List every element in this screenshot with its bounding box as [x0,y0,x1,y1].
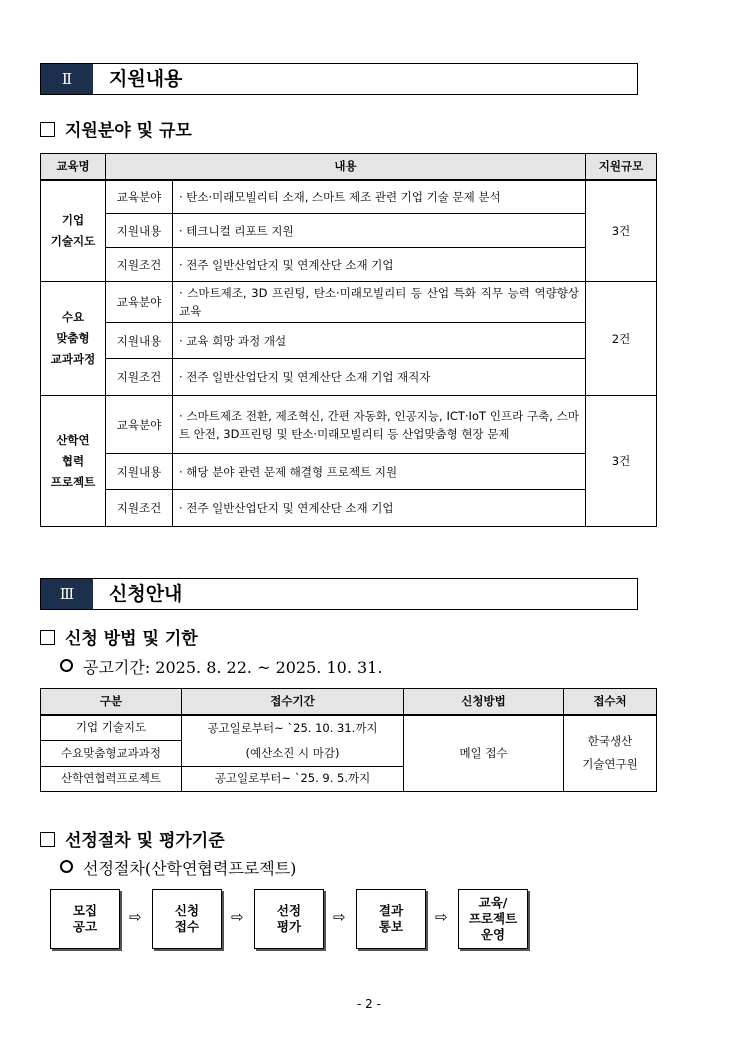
group-name: 기업 기술지도 [41,180,106,282]
section-banner-2 [40,63,638,95]
support-table [40,153,657,527]
group-name: 수요 맞춤형 교과과정 [41,282,106,396]
subheading-support-field: 지원분야 및 규모 [40,116,192,141]
row-content: · 전주 일반산업단지 및 연계산단 소재 기업 재직자 [173,359,586,396]
row-content: · 해당 분야 관련 문제 해결형 프로젝트 지원 [173,454,586,490]
row-label: 교육분야 [106,396,173,454]
group-scale: 3건 [586,180,657,282]
row-content: · 테크니컬 리포트 지원 [173,214,586,248]
row-content: · 전주 일반산업단지 및 연계산단 소재 기업 [173,248,586,282]
flow-step-apply: 신청 접수 [152,889,222,949]
category-cell: 수요맞춤형교과과정 [41,740,182,766]
row-label: 지원내용 [106,214,173,248]
row-label: 교육분야 [106,180,173,214]
period-cell: 공고일로부터~ `25. 9. 5.까지 [182,766,404,791]
section-banner-3 [40,578,638,610]
checkbox-square-icon [40,122,55,137]
row-content: · 탄소·미래모빌리티 소재, 스마트 제조 관련 기업 기술 문제 분석 [173,180,586,214]
row-label: 지원조건 [106,490,173,527]
row-label: 지원내용 [106,454,173,490]
checkbox-square-icon [40,832,55,847]
row-label: 지원내용 [106,323,173,359]
circle-bullet-icon [60,860,73,873]
receiver-cell: 한국생산 기술연구원 [564,715,657,792]
group-scale: 2건 [586,282,657,396]
row-content: · 스마트제조, 3D 프린팅, 탄소·미래모빌리티 등 산업 특화 직무 능력 역량향상 교육 [173,282,586,323]
row-label: 교육분야 [106,282,173,323]
header-content: 내용 [106,154,586,180]
period-cell: 공고일로부터~ `25. 10. 31.까지 (예산소진 시 마감) [182,715,404,767]
arrow-right-icon: ⇨ [129,908,142,926]
row-label: 지원조건 [106,359,173,396]
category-cell: 기업 기술지도 [41,715,182,741]
flow-step-operate: 교육/ 프로젝트 운영 [458,889,528,949]
page-number: - 2 - [357,997,381,1011]
arrow-right-icon: ⇨ [333,908,346,926]
header-category: 구분 [41,689,182,715]
row-content: · 전주 일반산업단지 및 연계산단 소재 기업 [173,490,586,527]
header-period: 접수기간 [182,689,404,715]
flow-step-notify: 결과 통보 [356,889,426,949]
section-title: 지원내용 [109,68,183,90]
flow-step-recruit: 모집 공고 [50,889,120,949]
method-cell: 메일 접수 [404,715,564,792]
row-label: 지원조건 [106,248,173,282]
checkbox-square-icon [40,630,55,645]
subheading-selection: 선정절차 및 평가기준 [40,826,225,851]
section-number: Ⅲ [41,579,93,609]
arrow-right-icon: ⇨ [435,908,448,926]
subheading-application: 신청 방법 및 기한 [40,624,198,649]
group-scale: 3건 [586,396,657,527]
bullet-announcement-period: 공고기간: 2025. 8. 22. ~ 2025. 10. 31. [60,655,382,678]
section-title: 신청안내 [109,583,183,605]
circle-bullet-icon [60,659,73,672]
header-method: 신청방법 [404,689,564,715]
category-cell: 산학연협력프로젝트 [41,766,182,791]
arrow-right-icon: ⇨ [231,908,244,926]
row-content: · 스마트제조 전환, 제조혁신, 간편 자동화, 인공지능, ICT·IoT 인프라 구축, 스마트 안전, 3D프린팅 및 탄소·미래모빌리티 등 산업맞춤형 현장 문제 [173,396,586,454]
section-number: Ⅱ [41,64,93,94]
application-table [40,688,657,792]
header-scale: 지원규모 [586,154,657,180]
header-receiver: 접수처 [564,689,657,715]
bullet-selection-procedure: 선정절차(산학연협력프로젝트) [60,856,296,879]
header-edu-name: 교육명 [41,154,106,180]
row-content: · 교육 희망 과정 개설 [173,323,586,359]
flow-step-evaluate: 선정 평가 [254,889,324,949]
group-name: 산학연 협력 프로젝트 [41,396,106,527]
